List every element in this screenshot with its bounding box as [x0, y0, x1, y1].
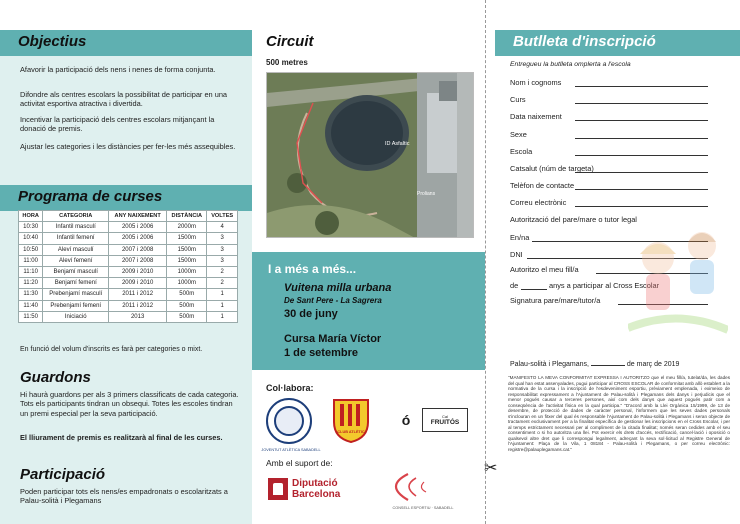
table-row: [19, 300, 238, 311]
cell-hora: 11:30: [19, 289, 43, 300]
club-atletic-text: CLUB ATLÈTIC: [337, 430, 365, 434]
field-input-line[interactable]: [575, 138, 708, 139]
support-title: Amb el suport de:: [266, 458, 333, 468]
guardons-p2: El lliurament de premis es realitzarà al final de les curses.: [20, 433, 223, 442]
circuit-distance: 500 metres: [266, 58, 308, 67]
children-illustration: [628, 218, 728, 338]
table-row: [19, 289, 238, 300]
field-input-line[interactable]: [575, 206, 708, 207]
consell-esportiu-logo: [380, 468, 450, 506]
programa-title: Programa de curses: [18, 188, 163, 205]
scissors-icon: ✂: [484, 460, 498, 477]
auth-dni: DNI: [510, 250, 523, 259]
objectius-header: [0, 30, 252, 56]
table-row: [19, 266, 238, 277]
cell-any: 2007 i 2008: [109, 244, 167, 255]
auth-anys: anys a participar al Cross Escolar: [549, 281, 660, 290]
field-label: Correu electrònic: [510, 198, 567, 208]
cell-categoria: Prebenjamí masculí: [43, 289, 109, 300]
cell-hora: 10:30: [19, 222, 43, 233]
participacio-p1: Poden participar tots els nens/es empadronats o escolaritzats a Palau-solità i Plegamans: [20, 487, 228, 506]
cell-voltes: 2: [207, 266, 238, 277]
programa-header: [0, 185, 252, 211]
diputacio-icon: [268, 478, 288, 500]
map-label-2: Prolians: [417, 191, 436, 197]
event2-date: 1 de setembre: [284, 347, 358, 359]
cal-text: Cal: [441, 414, 448, 419]
field-label: Nom i cognoms: [510, 78, 562, 87]
cell-any: 2011 i 2012: [109, 289, 167, 300]
table-row: [19, 233, 238, 244]
col-any: ANY NAIXEMENT: [109, 211, 167, 222]
event1-name: Vuitena milla urbana: [284, 282, 392, 294]
cell-any: 2013: [109, 311, 167, 322]
auth-age-field[interactable]: [521, 289, 547, 290]
field-input-line[interactable]: [575, 172, 708, 173]
joventut-logo: [261, 398, 321, 452]
cell-categoria: Iniciació: [43, 311, 109, 322]
auth-signatura: Signatura pare/mare/tutor/a: [510, 296, 601, 305]
cell-distancia: 1000m: [167, 266, 207, 277]
auth-autoritzo: Autoritzo el meu fill/a: [510, 265, 579, 274]
cell-voltes: 2: [207, 278, 238, 289]
field-label: Escola: [510, 146, 533, 156]
fruitos-text: FRUITÓS: [430, 419, 460, 426]
auth-de: de: [510, 281, 519, 290]
cal-fruitos-logo: [422, 408, 468, 432]
table-row: [19, 278, 238, 289]
butlleta-subtitle: Entregueu la butlleta omplerta a l'escola: [510, 61, 631, 68]
fold-line: [485, 0, 486, 524]
table-row: [19, 311, 238, 322]
objectius-title: Objectius: [18, 33, 87, 50]
participacio-header: [0, 463, 252, 489]
o-logo: ó: [401, 412, 411, 428]
col-categoria: CATEGORIA: [43, 211, 109, 222]
field-input-line[interactable]: [575, 103, 708, 104]
date-day-field[interactable]: [591, 365, 625, 366]
guardons-p1: Hi haurà guardons per als 3 primers classificats de cada categoria. Tots els participants tindran un obsequi. Totes les escoles tindran un premi especial per la seva participació.: [20, 390, 239, 418]
circuit-title: Circuit: [266, 33, 314, 50]
cell-distancia: 1000m: [167, 278, 207, 289]
cell-any: 2009 i 2010: [109, 266, 167, 277]
cell-categoria: Aleví masculí: [43, 244, 109, 255]
field-input-line[interactable]: [575, 189, 708, 190]
field-label: Data naixement: [510, 112, 562, 122]
cell-any: 2007 i 2008: [109, 255, 167, 266]
event1-sub: De Sant Pere - La Sagrera: [284, 296, 382, 305]
circuit-map: [266, 72, 474, 238]
field-label: Curs: [510, 95, 526, 105]
cell-voltes: 1: [207, 289, 238, 300]
field-label: Telèfon de contacte: [510, 181, 575, 191]
cell-any: 2009 i 2010: [109, 278, 167, 289]
field-input-line[interactable]: [575, 120, 708, 121]
field-input-line[interactable]: [575, 155, 708, 156]
objectius-p2: Difondre als centres escolars la possibilitat de participar en una activitat esportiva atractiva i divertida.: [20, 90, 228, 109]
field-label: Catsalut (núm de targeta): [510, 164, 594, 173]
col-hora: HORA: [19, 211, 43, 222]
cell-distancia: 500m: [167, 300, 207, 311]
date-month: de març de 2019: [626, 361, 680, 368]
cell-distancia: 1500m: [167, 233, 207, 244]
more-title: I a més a més...: [268, 262, 357, 276]
circuit-header: [252, 30, 485, 56]
cell-distancia: 500m: [167, 311, 207, 322]
cell-categoria: Aleví femení: [43, 255, 109, 266]
schedule-body: [19, 222, 238, 323]
objectius-p1: Afavorir la participació dels nens i nenes de forma conjunta.: [20, 65, 216, 74]
objectius-p3: Incentivar la participació dels centres escolars mitjançant la donació de premis.: [20, 115, 215, 134]
date-place-town: Palau-solità i Plegamans,: [510, 361, 591, 368]
table-row: [19, 244, 238, 255]
auth-title: Autorització del pare/mare o tutor legal: [510, 215, 637, 224]
objectius-p4: Ajustar les categories i les distàncies per fer-les més assequibles.: [20, 142, 236, 151]
joventut-logo-text: JOVENTUT ATLÈTICA SABADELL: [261, 448, 321, 452]
event2-name: Cursa María Víctor: [284, 333, 382, 345]
table-row: [19, 222, 238, 233]
circuit-map-image: [267, 73, 474, 238]
cell-distancia: 1500m: [167, 255, 207, 266]
map-label: ID Asfaltic: [385, 141, 410, 147]
cell-hora: 11:50: [19, 311, 43, 322]
cell-hora: 10:50: [19, 244, 43, 255]
cell-voltes: 3: [207, 244, 238, 255]
programa-note: En funció del volum d'inscrits es farà per categories o mixt.: [20, 346, 203, 353]
cell-voltes: 1: [207, 300, 238, 311]
club-atletic-logo: [330, 396, 372, 444]
cell-distancia: 500m: [167, 289, 207, 300]
cell-hora: 11:20: [19, 278, 43, 289]
cell-any: 2005 i 2006: [109, 222, 167, 233]
cell-voltes: 3: [207, 255, 238, 266]
cell-categoria: Infantil masculí: [43, 222, 109, 233]
cell-voltes: 4: [207, 222, 238, 233]
cell-voltes: 3: [207, 233, 238, 244]
schedule-table: [18, 210, 238, 323]
event1-date: 30 de juny: [284, 308, 338, 320]
cell-categoria: Infantil femení: [43, 233, 109, 244]
participacio-title: Participació: [20, 466, 106, 483]
guardons-header: [0, 366, 252, 392]
date-place: [510, 360, 679, 369]
guardons-title: Guardons: [20, 369, 91, 386]
butlleta-title: Butlleta d'inscripció: [513, 33, 656, 50]
table-row: [19, 255, 238, 266]
cell-categoria: Benjamí femení: [43, 278, 109, 289]
legal-text: "MANIFESTO LA MEVA CONFORMITAT EXPRESSA I AUTORITZO que el meu fill/a, tutelat/da, les dades del qual han estat assenyalades, pugui participar al CROSS ESCOLAR de conformitat amb allò establert a la normativa de la cursa i la inscripció de l'esdeveniment esportiu, prèviament emplenada, i eximeixo de responsabilitat expressament a l'Ajuntament de Palau-solità i Plegamans dels danys i perjudicis que el menor pogués causar a terceres persones, així com dels danys que aquest pogués patir com a conseqüència de l'activitat física en la qual participa." "D'acord amb la Llei Orgànica 15/1999, de 13 de desembre, de protecció de dades de caràcter personal, l'informem que les seves dades personals s'inclouran en un fitxer del qual és responsable l'Ajuntament de Palau-solità i Plegamans i seran objecte de tractament exclusivament per a la finalitat específica de gestionar les inscripcions en el Cross Escolar, i per al temps estrictament necessari per al compliment de la citada finalitat; només seran cedides amb el seu consentiment o si ho autoritza una llei. Pot exercir els drets d'accés, rectificació, cancel·lació i oposició o qualsevol altre dret que li correspongui legalment, adreçant la seva sol·licitud al Registre General de l'Ajuntament: Plaça de la Vila, 1 08184 - Palau-solità i Plegamans, o per correu electrònic: registre@palauplegamans.cat.": [508, 375, 730, 452]
cell-voltes: 1: [207, 311, 238, 322]
diputacio-text-a: Diputació: [292, 478, 338, 489]
cell-any: 2005 i 2006: [109, 233, 167, 244]
cell-hora: 11:10: [19, 266, 43, 277]
field-input-line[interactable]: [575, 86, 708, 87]
auth-en: En/na: [510, 233, 530, 242]
cell-categoria: Benjamí masculí: [43, 266, 109, 277]
cell-hora: 11:40: [19, 300, 43, 311]
col-distancia: DISTÀNCIA: [167, 211, 207, 222]
cell-distancia: 1500m: [167, 244, 207, 255]
butlleta-header: [495, 30, 740, 56]
cell-categoria: Prebenjamí femení: [43, 300, 109, 311]
cell-any: 2011 i 2012: [109, 300, 167, 311]
more-events-panel: [252, 252, 485, 370]
diputacio-text-b: Barcelona: [292, 489, 341, 500]
col-voltes: VOLTES: [207, 211, 238, 222]
diputacio-logo: [292, 478, 340, 500]
field-label: Sexe: [510, 129, 527, 139]
colabora-title: Col·labora:: [266, 383, 314, 393]
consell-text: CONSELL ESPORTIU · SABADELL: [392, 506, 454, 510]
cell-hora: 10:40: [19, 233, 43, 244]
schedule-header-row: [19, 211, 238, 222]
cell-distancia: 2000m: [167, 222, 207, 233]
cell-hora: 11:00: [19, 255, 43, 266]
